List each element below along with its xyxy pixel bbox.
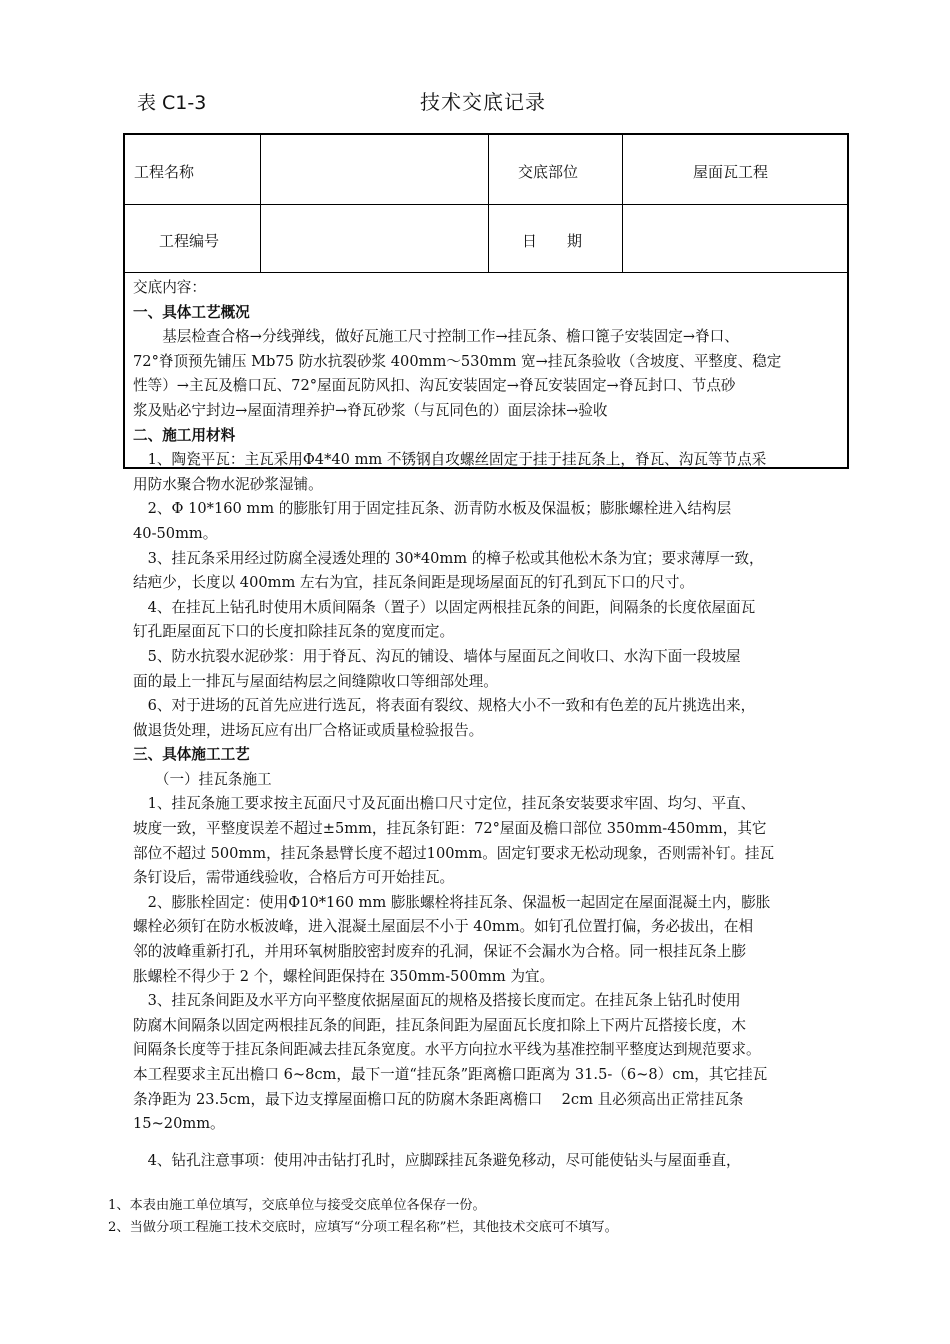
section-heading: 三、具体施工工艺 bbox=[133, 746, 250, 764]
content-line: 胀螺栓不得少于 2 个，螺栓间距保持在 350mm-500mm 为宜。 bbox=[133, 967, 555, 985]
content-line: 坡度一致，平整度误差不超过±5mm，挂瓦条钉距：72°屋面及檐口部位 350mm-450mm，其它 bbox=[133, 820, 767, 838]
content-line: 4、在挂瓦上钻孔时使用木质间隔条（置子）以固定两根挂瓦条的间距，间隔条的长度依屋面瓦 bbox=[133, 598, 756, 616]
footnote: 1、本表由施工单位填写，交底单位与接受交底单位各保存一份。 bbox=[108, 1198, 486, 1213]
section-heading: 一、具体工艺概况 bbox=[133, 303, 250, 321]
location-label: 交底部位 bbox=[518, 163, 579, 181]
content-line: 本工程要求主瓦出檐口 6~8cm，最下一道“挂瓦条”距离檐口距离为 31.5-（6~8）cm，其它挂瓦 bbox=[133, 1066, 768, 1083]
content-line: 邻的波峰重新打孔，并用环氧树脂胶密封废弃的孔洞，保证不会漏水为合格。同一根挂瓦条上膨 bbox=[133, 943, 746, 961]
project-number-label: 工程编号 bbox=[159, 232, 220, 250]
content-line: 条钉设后，需带通线验收，合格后方可开始挂瓦。 bbox=[133, 869, 455, 887]
column-divider bbox=[260, 135, 261, 273]
form-number: 表 C1-3 bbox=[137, 92, 207, 114]
column-divider bbox=[488, 135, 489, 273]
document-title: 技术交底记录 bbox=[420, 90, 546, 114]
content-line: 40-50mm。 bbox=[133, 524, 218, 542]
content-line: 2、膨胀栓固定：使用Φ10*160 mm 膨胀螺栓将挂瓦条、保温板一起固定在屋面混凝土内，膨胀 bbox=[133, 893, 771, 911]
content-line: 防腐木间隔条以固定两根挂瓦条的间距，挂瓦条间距为屋面瓦长度扣除上下两片瓦搭接长度，木 bbox=[133, 1016, 746, 1034]
content-line: 15~20mm。 bbox=[133, 1115, 225, 1133]
content-line: 钉孔距屋面瓦下口的长度扣除挂瓦条的宽度而定。 bbox=[133, 623, 455, 641]
content-line: （一）挂瓦条施工 bbox=[133, 770, 272, 788]
content-line: 3、挂瓦条间距及水平方向平整度依据屋面瓦的规格及搭接长度而定。在挂瓦条上钻孔时使用 bbox=[133, 992, 741, 1010]
section-heading: 二、施工用材料 bbox=[133, 426, 236, 444]
content-line: 做退货处理，进场瓦应有出厂合格证或质量检验报告。 bbox=[133, 721, 484, 739]
row-divider bbox=[125, 272, 847, 273]
content-line: 交底内容： bbox=[133, 279, 206, 296]
content-line: 1、陶瓷平瓦：主瓦采用Φ4*40 mm 不锈钢自攻螺丝固定于挂于挂瓦条上，脊瓦、沟瓦等节点采 bbox=[133, 451, 767, 469]
footnote: 2、当做分项工程施工技术交底时，应填写“分项工程名称”栏，其他技术交底可不填写。 bbox=[108, 1220, 618, 1235]
content-line: 5、防水抗裂水泥砂浆：用于脊瓦、沟瓦的铺设、墙体与屋面瓦之间收口、水沟下面一段坡屋 bbox=[133, 647, 741, 665]
project-name-label: 工程名称 bbox=[134, 163, 195, 181]
content-line: 用防水聚合物水泥砂浆湿铺。 bbox=[133, 475, 323, 493]
content-line: 面的最上一排瓦与屋面结构层之间缝隙收口等细部处理。 bbox=[133, 672, 498, 690]
content-line: 72°脊顶预先铺压 Mb75 防水抗裂砂浆 400mm～530mm 宽→挂瓦条验收（含坡度、平整度、稳定 bbox=[133, 352, 782, 370]
content-line: 结疤少，长度以 400mm 左右为宜，挂瓦条间距是现场屋面瓦的钉孔到瓦下口的尺寸。 bbox=[133, 574, 695, 592]
content-line: 3、挂瓦条采用经过防腐全浸透处理的 30*40mm 的樟子松或其他松木条为宜；要求薄厚一致， bbox=[133, 549, 764, 567]
content-line: 浆及贴必宁封边→屋面清理养护→脊瓦砂浆（与瓦同色的）面层涂抹→验收 bbox=[133, 401, 608, 419]
content-line: 基层检查合格→分线弹线，做好瓦施工尺寸控制工作→挂瓦条、檐口篦子安装固定→脊口、 bbox=[133, 328, 739, 346]
content-line: 间隔条长度等于挂瓦条间距减去挂瓦条宽度。水平方向拉水平线为基准控制平整度达到规范要求。 bbox=[133, 1041, 761, 1059]
date-label: 日 期 bbox=[522, 232, 583, 250]
content-line: 条净距为 23.5cm，最下边支撑屋面檐口瓦的防腐木条距离檐口 2cm 且必须高出正常挂瓦条 bbox=[133, 1090, 744, 1108]
content-line: 2、Φ 10*160 mm 的膨胀钉用于固定挂瓦条、沥青防水板及保温板；膨胀螺栓进入结构层 bbox=[133, 500, 732, 518]
content-line: 部位不超过 500mm，挂瓦条悬臂长度不超过100mm。固定钉要求无松动现象，否则需补钉。挂瓦 bbox=[133, 844, 775, 862]
row-divider bbox=[125, 204, 847, 205]
content-line: 6、对于进场的瓦首先应进行选瓦，将表面有裂纹、规格大小不一致和有色差的瓦片挑选出来， bbox=[133, 697, 756, 715]
content-line: 螺栓必须钉在防水板波峰，进入混凝土屋面层不小于 40mm。如钉孔位置打偏，务必拔出，在相 bbox=[133, 918, 754, 936]
content-line: 1、挂瓦条施工要求按主瓦面尺寸及瓦面出檐口尺寸定位，挂瓦条安装要求牢固、均匀、平直、 bbox=[133, 795, 756, 813]
content-continued-line: 4、钻孔注意事项：使用冲击钻打孔时，应脚踩挂瓦条避免移动，尽可能使钻头与屋面垂直， bbox=[133, 1152, 741, 1169]
disclosure-content bbox=[133, 276, 847, 1137]
content-line: 性等）→主瓦及檐口瓦、72°屋面瓦防风扣、沟瓦安装固定→脊瓦安装固定→脊瓦封口、节点砂 bbox=[133, 377, 736, 395]
location-value: 屋面瓦工程 bbox=[693, 163, 769, 181]
column-divider bbox=[622, 135, 623, 273]
